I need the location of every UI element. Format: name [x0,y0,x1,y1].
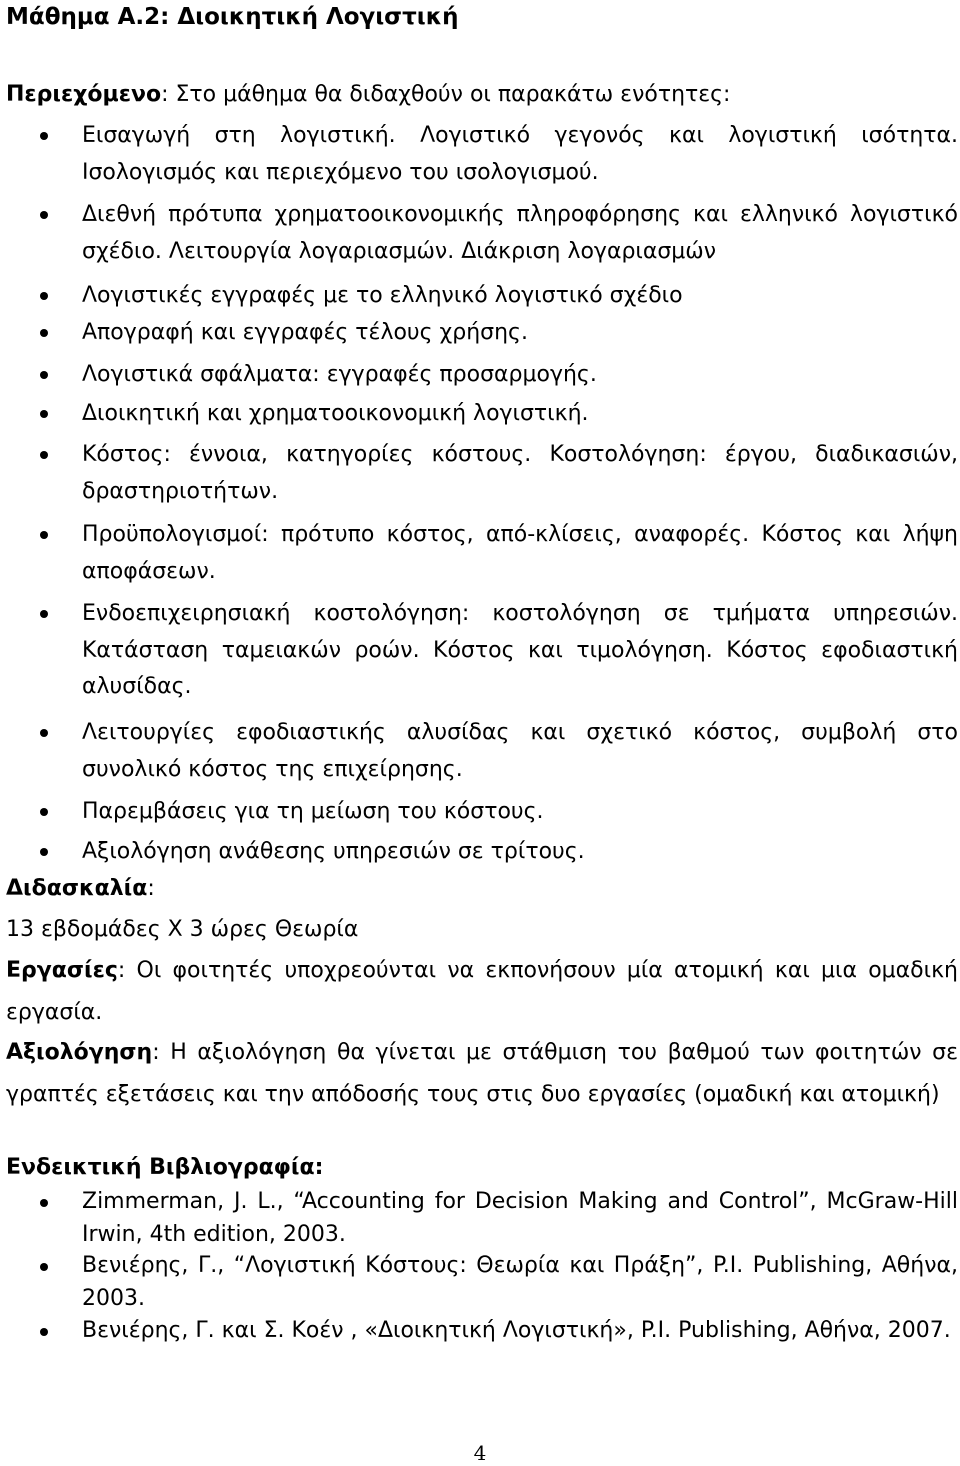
content-heading [6,80,730,110]
page-title: Μάθημα Α.2: Διοικητική Λογιστική [6,4,459,30]
content-item-text: Διεθνή πρότυπα χρηματοοικονομικής πληροφόρησης και ελληνικό λογιστικό σχέδιο. Λειτουργία λογαριασμών. Διάκριση λογαριασμών [82,202,958,264]
bullet-icon [40,610,48,618]
bibliography-heading: Ενδεικτική Βιβλιογραφία: [6,1155,324,1180]
bibliography-item-text: Βενιέρης, Γ. και Σ. Κοέν , «Διοικητική Λογιστική», P.I. Publishing, Αθήνα, 2007. [82,1318,951,1343]
content-item-text: Ενδοεπιχειρησιακή κοστολόγηση: κοστολόγηση σε τμήματα υπηρεσιών. Κατάσταση ταμειακών ροών. Κόστος και τιμολόγηση. Κόστος εφοδιαστική αλυσίδας. [82,601,958,699]
bibliography-item-text: Βενιέρης, Γ., “Λογιστική Κόστους: Θεωρία και Πράξη”, P.I. Publishing, Αθήνα, 2003. [82,1253,958,1311]
bullet-icon [40,1328,48,1336]
bullet-icon [40,1199,48,1207]
assignments-paragraph [6,950,958,1034]
bullet-icon [40,292,48,300]
bullet-icon [40,329,48,337]
content-item-text: Λογιστικές εγγραφές με το ελληνικό λογιστικό σχέδιο [82,283,683,308]
bullet-icon [40,531,48,539]
content-item-text: Παρεμβάσεις για τη μείωση του κόστους. [82,799,544,824]
teaching-heading [6,874,155,904]
content-intro: : Στο μάθημα θα διδαχθούν οι παρακάτω ενότητες: [161,82,731,107]
content-item-text: Αξιολόγηση ανάθεσης υπηρεσιών σε τρίτους. [82,839,585,864]
content-item-text: Απογραφή και εγγραφές τέλους χρήσης. [82,320,528,345]
assignments-text: : Οι φοιτητές υποχρεούνται να εκπονήσουν μία ατομική και μια ομαδική εργασία. [6,958,958,1025]
content-item-text: Κόστος: έννοια, κατηγορίες κόστους. Κοστολόγηση: έργου, διαδικασιών, δραστηριοτήτων. [82,442,958,504]
bullet-icon [40,1263,48,1271]
content-label: Περιεχόμενο [6,82,162,107]
content-item-text: Λειτουργίες εφοδιαστικής αλυσίδας και σχετικό κόστος, συμβολή στο συνολικό κόστος της επιχείρησης. [82,720,958,782]
bullet-icon [40,410,48,418]
page-number: 4 [473,1441,487,1465]
bullet-icon [40,371,48,379]
bullet-icon [40,451,48,459]
evaluation-paragraph [6,1032,958,1116]
teaching-label: Διδασκαλία [6,876,148,901]
bullet-icon [40,808,48,816]
bullet-icon [40,211,48,219]
assignments-label: Εργασίες [6,958,118,983]
bullet-icon [40,729,48,737]
evaluation-text: : Η αξιολόγηση θα γίνεται με στάθμιση του βαθμού των φοιτητών σε γραπτές εξετάσεις και την απόδοσής τους στις δυο εργασίες (ομαδική και ατομική) [6,1040,958,1107]
bullet-icon [40,848,48,856]
bullet-icon [40,132,48,140]
content-item-text: Διοικητική και χρηματοοικονομική λογιστική. [82,401,589,426]
content-item-text: Εισαγωγή στη λογιστική. Λογιστικό γεγονός και λογιστική ισότητα. Ισολογισμός και περιεχόμενο του ισολογισμού. [82,123,958,185]
teaching-text: 13 εβδομάδες Χ 3 ώρες Θεωρία [6,917,359,942]
content-item-text: Λογιστικά σφάλματα: εγγραφές προσαρμογής. [82,362,597,387]
evaluation-label: Αξιολόγηση [6,1040,153,1065]
teaching-colon: : [147,876,155,901]
bibliography-item-text: Zimmerman, J. L., “Accounting for Decision Making and Control”, McGraw-Hill Irwin, 4th edition, 2003. [82,1189,958,1247]
content-item-text: Προϋπολογισμοί: πρότυπο κόστος, από-κλίσεις, αναφορές. Κόστος και λήψη αποφάσεων. [82,522,958,584]
